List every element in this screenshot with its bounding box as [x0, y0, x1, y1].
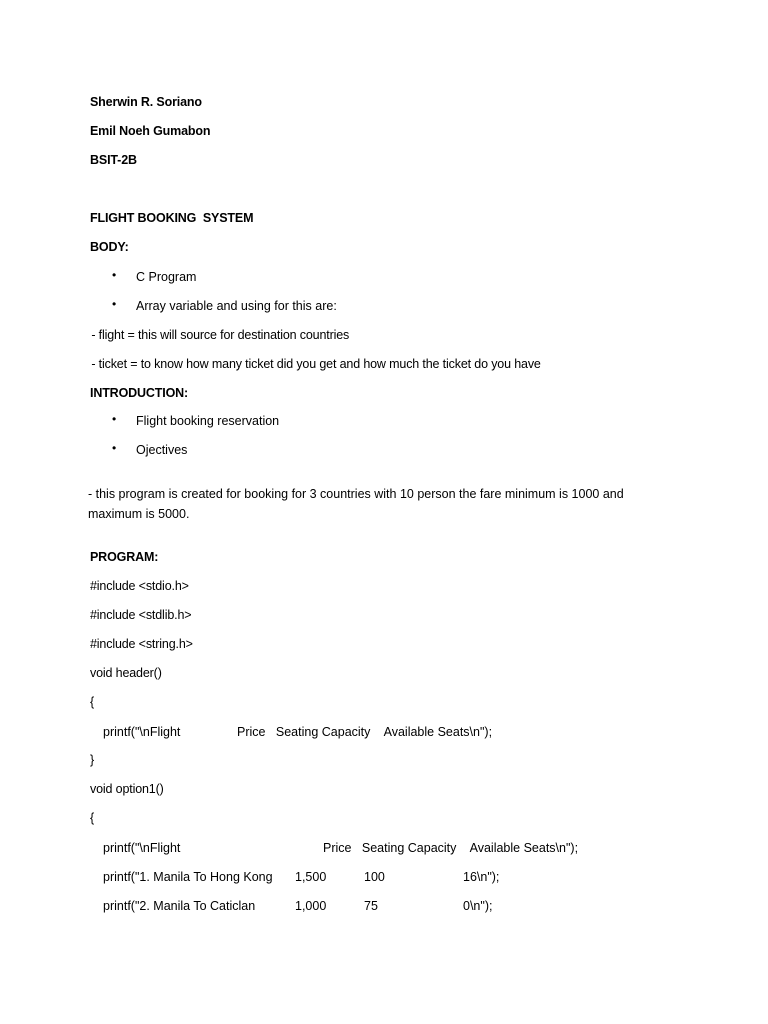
code-line: printf("\nFlight [103, 725, 181, 739]
program-heading: PROGRAM: [90, 550, 159, 564]
note-line: - ticket = to know how many ticket did you get and how much the ticket do you have [88, 357, 541, 371]
author-name: Sherwin R. Soriano [90, 95, 202, 109]
code-line: printf("\nFlight [103, 841, 181, 855]
code-line: Price Seating Capacity Available Seats\n"); [237, 725, 493, 739]
code-line: printf("2. Manila To Caticlan [103, 899, 256, 913]
code-line: 1,000 [295, 899, 327, 913]
code-line: printf("1. Manila To Hong Kong [103, 870, 273, 884]
note-line: - flight = this will source for destination countries [88, 328, 350, 342]
code-line: #include <stdio.h> [90, 579, 189, 593]
code-line: { [90, 695, 95, 709]
intro-paragraph: - this program is created for booking for 3 countries with 10 person the fare minimum is 1000 and maximum is 5000. [88, 486, 624, 521]
code-line: } [90, 753, 95, 767]
code-line: { [90, 811, 95, 825]
bullet-icon: • [112, 412, 117, 426]
list-item: Flight booking reservation [136, 414, 280, 428]
introduction-heading: INTRODUCTION: [90, 386, 189, 400]
code-line: 75 [364, 899, 378, 913]
bullet-icon: • [112, 268, 117, 282]
code-line: 1,500 [295, 870, 327, 884]
bullet-icon: • [112, 441, 117, 455]
list-item: C Program [136, 270, 197, 284]
document-title: FLIGHT BOOKING SYSTEM [90, 211, 254, 225]
code-line: 100 [364, 870, 385, 884]
bullet-icon: • [112, 297, 117, 311]
code-line: void header() [90, 666, 162, 680]
list-item: Ojectives [136, 443, 188, 457]
code-line: Price Seating Capacity Available Seats\n"); [323, 841, 579, 855]
code-line: #include <string.h> [90, 637, 193, 651]
list-item: Array variable and using for this are: [136, 299, 337, 313]
code-line: 16\n"); [463, 870, 500, 884]
code-line: void option1() [90, 782, 164, 796]
author-name: Emil Noeh Gumabon [90, 124, 211, 138]
class-section: BSIT-2B [90, 153, 137, 167]
code-line: #include <stdlib.h> [90, 608, 192, 622]
code-line: 0\n"); [463, 899, 493, 913]
body-heading: BODY: [90, 240, 129, 254]
